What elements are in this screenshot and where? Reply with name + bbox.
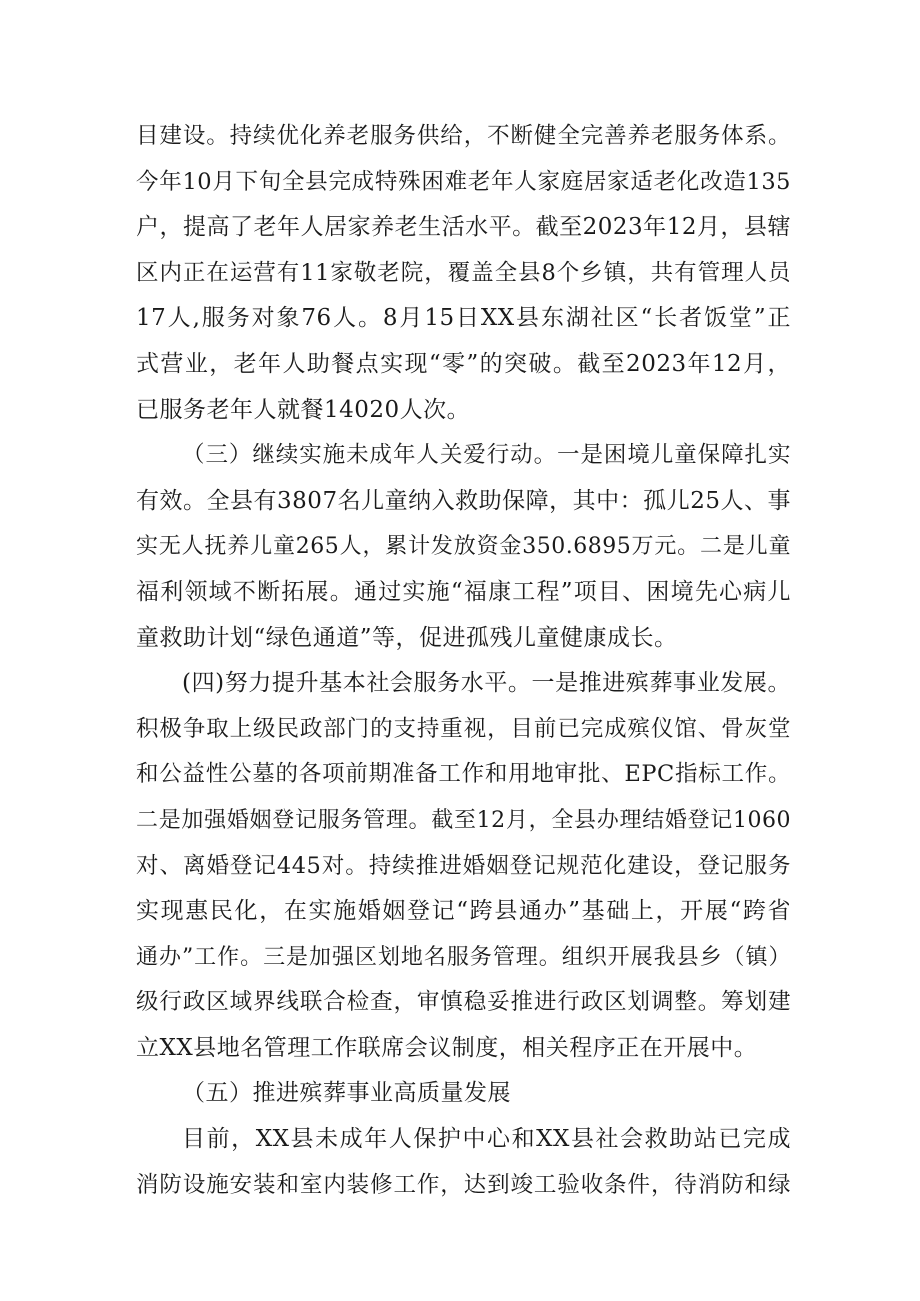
text-line: 立XX县地名管理工作联席会议制度，相关程序正在开展中。 [136,1034,758,1061]
section-heading: （五）推进殡葬事业高质量发展 [182,1080,511,1107]
text-line: 目前，XX县未成年人保护中心和XX县社会救助站已完成 [182,1126,791,1153]
text-line: 实现惠民化，在实施婚姻登记“跨县通办”基础上，开展“跨省 [136,898,791,925]
text-line: 式营业，老年人助餐点实现“零”的突破。截至2023年12月， [136,350,791,377]
text-line: 17人,服务对象76人。8月15日XX县东湖社区“长者饭堂”正 [136,305,791,332]
text-line: 目建设。持续优化养老服务供给，不断健全完善养老服务体系。 [136,123,791,149]
text-line: 区内正在运营有11家敬老院，覆盖全县8个乡镇，共有管理人员 [136,259,791,286]
text-line: 二是加强婚姻登记服务管理。截至12月，全县办理结婚登记1060 [136,807,791,833]
text-line: 通办”工作。三是加强区划地名服务管理。组织开展我县乡（镇） [136,944,791,970]
text-line: 级行政区域界线联合检查，审慎稳妥推进行政区划调整。筹划建 [136,989,791,1016]
text-line: 有效。全县有3807名儿童纳入救助保障，其中：孤儿25人、事 [136,487,791,514]
document-body [136,114,791,1208]
text-line: 积极争取上级民政部门的支持重视，目前已完成殡仪馆、骨灰堂 [136,715,791,742]
text-line: 实无人抚养儿童265人，累计发放资金350.6895万元。二是儿童 [136,534,791,560]
text-line: 今年10月下旬全县完成特殊困难老年人家庭居家适老化改造135 [136,168,791,195]
text-line: 和公益性公墓的各项前期准备工作和用地审批、EPC指标工作。 [136,761,791,788]
text-line: 消防设施安装和室内装修工作，达到竣工验收条件，待消防和绿 [136,1171,791,1198]
text-line: 户，提高了老年人居家养老生活水平。截至2023年12月，县辖 [136,214,791,241]
text-line: 童救助计划“绿色通道”等，促进孤残儿童健康成长。 [136,624,678,651]
section-heading-line: (四)努力提升基本社会服务水平。一是推进殡葬事业发展。 [182,670,791,697]
text-line: 福利领域不断拓展。通过实施“福康工程”项目、困境先心病儿 [136,578,791,605]
text-line: 对、离婚登记445对。持续推进婚姻登记规范化建设，登记服务 [136,852,791,879]
section-heading-line: （三）继续实施未成年人关爱行动。一是困境儿童保障扎实 [182,442,791,469]
text-line: 已服务老年人就餐14020人次。 [136,396,471,423]
